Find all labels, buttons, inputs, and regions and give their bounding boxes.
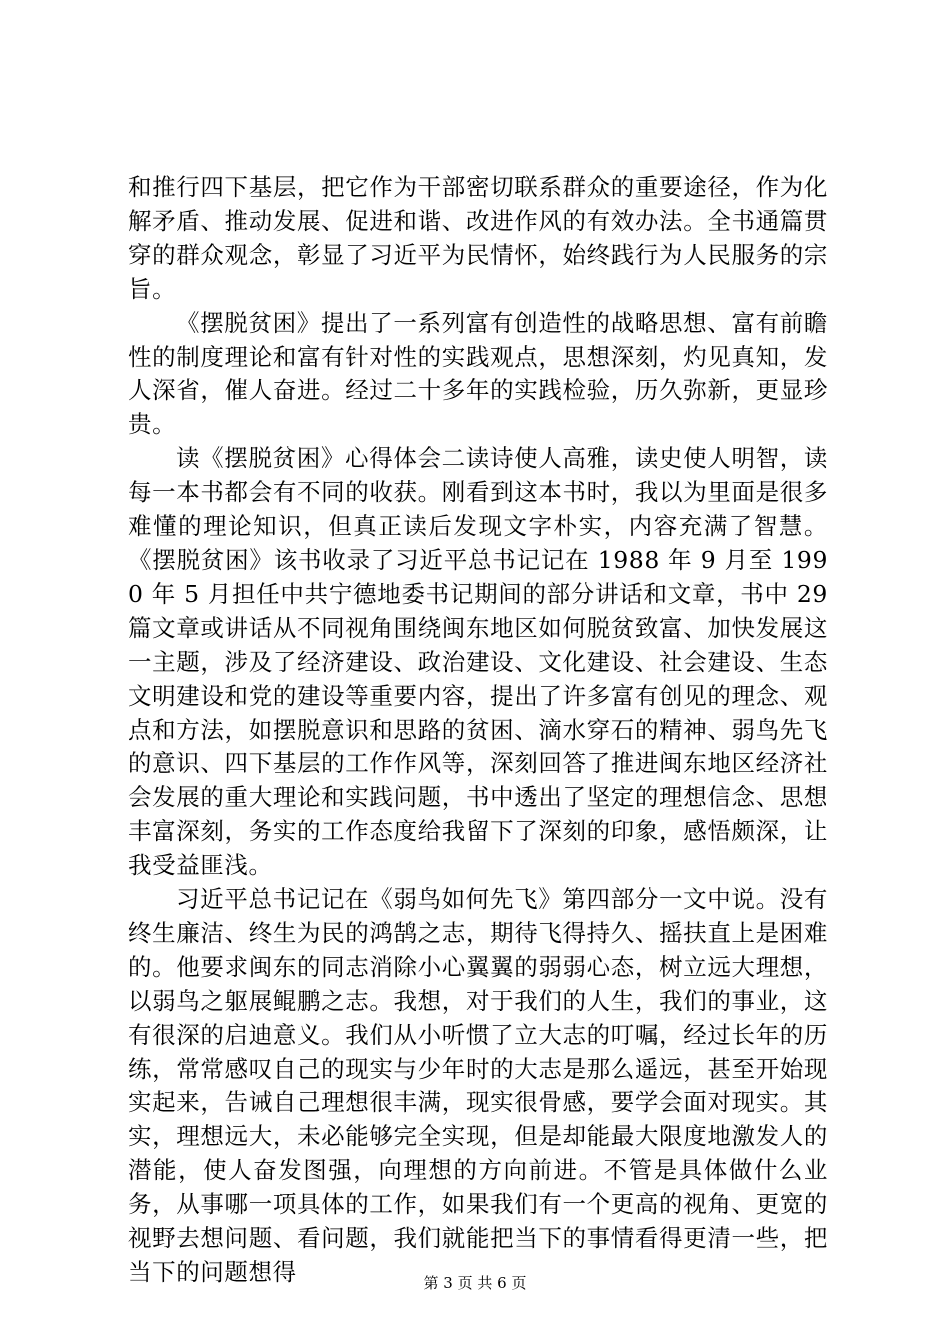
- paragraph-weak-bird: 习近平总书记记在《弱鸟如何先飞》第四部分一文中说。没有终生廉洁、终生为民的鸿鹄之志，期待飞得持久、摇扶直上是困难的。他要求闽东的同志消除小心翼翼的弱弱心态，树立远大理想，以弱鸟之躯展鲲鹏之志。我想，对于我们的人生，我们的事业，这有很深的启迪意义。我们从小听惯了立大志的叮嘱，经过长年的历练，常常感叹自己的现实与少年时的大志是那么遥远，甚至开始现实起来，告诫自己理想很丰满，现实很骨感，要学会面对现实。其实，理想远大，未必能够完全实现，但是却能最大限度地激发人的潜能，使人奋发图强，向理想的方向前进。不管是具体做什么业务，从事哪一项具体的工作，如果我们有一个更高的视角、更宽的视野去想问题、看问题，我们就能把当下的事情看得更清一些，把当下的问题想得: [128, 885, 828, 1286]
- paragraph-continuation: 和推行四下基层，把它作为干部密切联系群众的重要途径，作为化解矛盾、推动发展、促进和谐、改进作风的有效办法。全书通篇贯穿的群众观念，彰显了习近平为民情怀，始终践行为人民服务的宗旨。: [128, 173, 828, 303]
- paragraph-reading-notes: 读《摆脱贫困》心得体会二读诗使人高雅，读史使人明智，读每一本书都会有不同的收获。刚看到这本书时，我以为里面是很多难懂的理论知识，但真正读后发现文字朴实，内容充满了智慧。《摆脱贫困》该书收录了习近平总书记记在 1988 年 9 月至 1990 年 5 月担任中共宁德地委书记期间的部分讲话和文章，书中 29 篇文章或讲话从不同视角围绕闽东地区如何脱贫致富、加快发展这一主题，涉及了经济建设、政治建设、文化建设、社会建设、生态文明建设和党的建设等重要内容，提出了许多富有创见的理念、观点和方法，如摆脱意识和思路的贫困、滴水穿石的精神、弱鸟先飞的意识、四下基层的工作作风等，深刻回答了推进闽东地区经济社会发展的重大理论和实践问题，书中透出了坚定的理想信念、思想丰富深刻，务实的工作态度给我留下了深刻的印象，感悟颇深，让我受益匪浅。: [128, 444, 828, 880]
- paragraph-summary: 《摆脱贫困》提出了一系列富有创造性的战略思想、富有前瞻性的制度理论和富有针对性的实践观点，思想深刻，灼见真知，发人深省，催人奋进。经过二十多年的实践检验，历久弥新，更显珍贵。: [128, 308, 828, 439]
- document-body: [128, 171, 828, 1290]
- page-number-footer: 第 3 页 共 6 页: [423, 1274, 527, 1292]
